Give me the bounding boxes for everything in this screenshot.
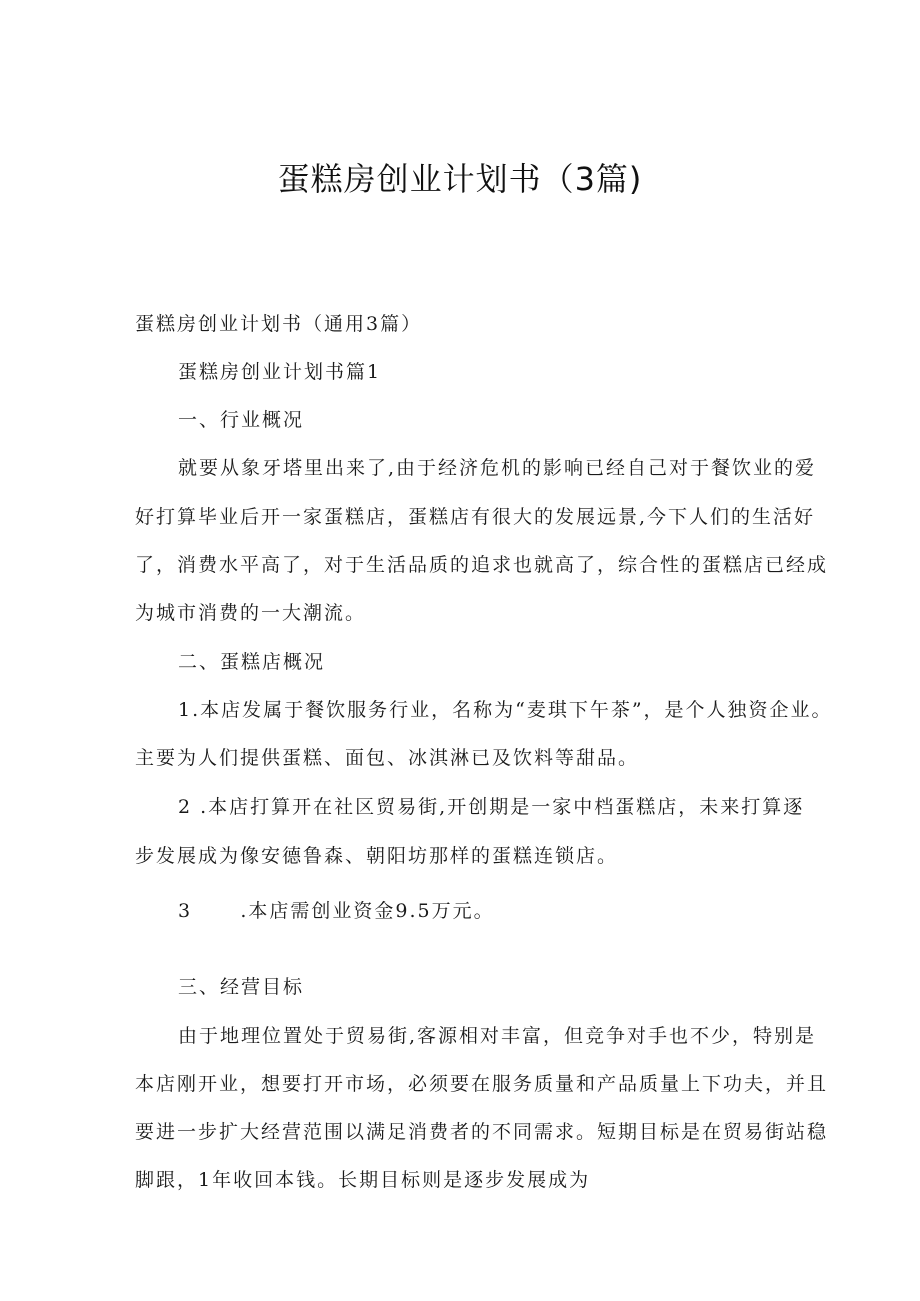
- section-heading: 一、行业概况: [178, 409, 305, 431]
- paragraph-line: 2 .本店打算开在社区贸易街,开创期是一家中档蛋糕店，未来打算逐: [178, 796, 805, 818]
- paragraph-line: 步发展成为像安德鲁森、朝阳坊那样的蛋糕连锁店。: [135, 845, 619, 867]
- section-heading: 蛋糕房创业计划书篇1: [178, 361, 382, 383]
- paragraph-line: 了，消费水平高了，对于生活品质的追求也就高了，综合性的蛋糕店已经成: [135, 554, 829, 576]
- paragraph-line: 就要从象牙塔里出来了,由于经济危机的影响已经自己对于餐饮业的爱: [178, 457, 817, 479]
- subtitle-line: 蛋糕房创业计划书（通用3篇）: [135, 313, 423, 335]
- paragraph-line: 脚跟，1年收回本钱。长期目标则是逐步发展成为: [135, 1169, 591, 1191]
- paragraph-line: 要进一步扩大经营范围以满足消费者的不同需求。短期目标是在贸易街站稳: [135, 1121, 829, 1143]
- paragraph-line: 3 .本店需创业资金9.5万元。: [178, 900, 495, 922]
- section-heading: 二、蛋糕店概况: [178, 651, 326, 673]
- paragraph-line: 由于地理位置处于贸易街,客源相对丰富，但竞争对手也不少，特别是: [178, 1025, 817, 1047]
- paragraph-line: 好打算毕业后开一家蛋糕店，蛋糕店有很大的发展远景,今下人们的生活好: [135, 506, 816, 528]
- section-heading: 三、经营目标: [178, 976, 305, 998]
- paragraph-line: 主要为人们提供蛋糕、面包、冰淇淋已及饮料等甜品。: [135, 747, 640, 769]
- document-title: 蛋糕房创业计划书（3篇): [277, 160, 643, 198]
- paragraph-line: 为城市消费的一大潮流。: [135, 602, 367, 624]
- paragraph-line: 本店刚开业，想要打开市场，必须要在服务质量和产品质量上下功夫，并且: [135, 1073, 829, 1095]
- paragraph-line: 1.本店发属于餐饮服务行业，名称为“麦琪下午茶”，是个人独资企业。: [178, 699, 833, 721]
